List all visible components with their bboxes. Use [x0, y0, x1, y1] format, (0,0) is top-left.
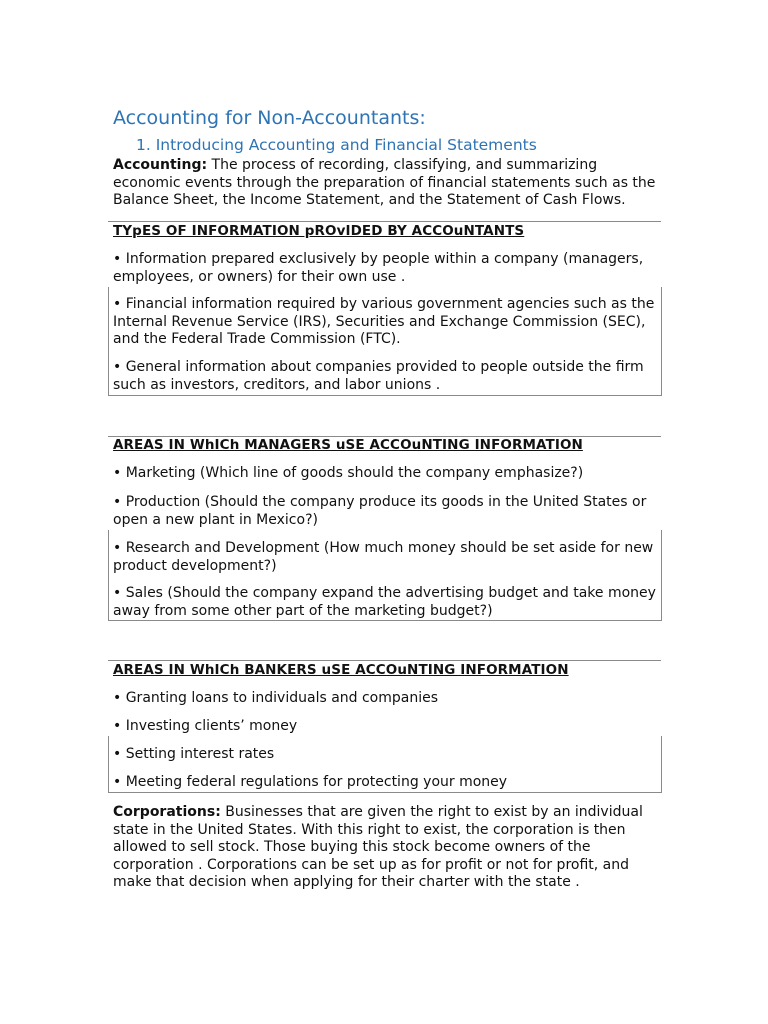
section-1-heading: TYpES OF INFORMATION pROvIDED BY ACCOuNTANTS	[113, 223, 525, 239]
section-subtitle: 1. Introducing Accounting and Financial Statements	[136, 136, 537, 154]
section-1-item-1: • Information prepared exclusively by people within a company (managers, employees, or owners) for their own use .	[113, 251, 644, 285]
section-3-item-2: • Investing clients’ money	[113, 718, 298, 734]
section-3-heading: AREAS IN WhICh BANKERS uSE ACCOuNTING INFORMATION	[113, 662, 569, 678]
section-3-item-3: • Setting interest rates	[113, 746, 275, 762]
corporations-definition-text: Businesses that are given the right to exist by an individual state in the United States. With this right to exist, the corporation is then allowed to sell stock. Those buying this stock become owners of the corporation . Corporations can be set up as for profit or not for profit, and make that decision when applying for their charter with the state .	[113, 804, 643, 890]
section-2-item-2: • Production (Should the company produce its goods in the United States or open a new plant in Mexico?)	[113, 494, 647, 528]
section-1-item-2: • Financial information required by various government agencies such as the Internal Revenue Service (IRS), Securities and Exchange Commission (SEC), and the Federal Trade Commission (FTC).	[113, 296, 655, 347]
section-2-item-1: • Marketing (Which line of goods should the company emphasize?)	[113, 465, 584, 481]
document-title: Accounting for Non-Accountants:	[113, 107, 426, 129]
section-3-item-1: • Granting loans to individuals and companies	[113, 690, 439, 706]
accounting-definition-text: The process of recording, classifying, and summarizing economic events through the preparation of financial statements such as the Balance Sheet, the Income Statement, and the Statement of Cash Flows.	[113, 157, 656, 208]
corporations-term: Corporations:	[113, 804, 221, 820]
section-3-item-4: • Meeting federal regulations for protecting your money	[113, 774, 508, 790]
section-1-item-3: • General information about companies provided to people outside the firm such as investors, creditors, and labor unions .	[113, 359, 644, 393]
section-2-item-3: • Research and Development (How much money should be set aside for new product development?)	[113, 540, 654, 574]
section-2-heading: AREAS IN WhICh MANAGERS uSE ACCOuNTING INFORMATION	[113, 437, 583, 453]
section-1-top-rule	[108, 221, 661, 222]
corporations-definition	[113, 804, 661, 892]
section-2-item-4: • Sales (Should the company expand the advertising budget and take money away from some other part of the marketing budget?)	[113, 585, 656, 619]
accounting-definition	[113, 157, 661, 210]
accounting-term: Accounting:	[113, 157, 208, 173]
section-3-top-rule	[108, 660, 661, 661]
